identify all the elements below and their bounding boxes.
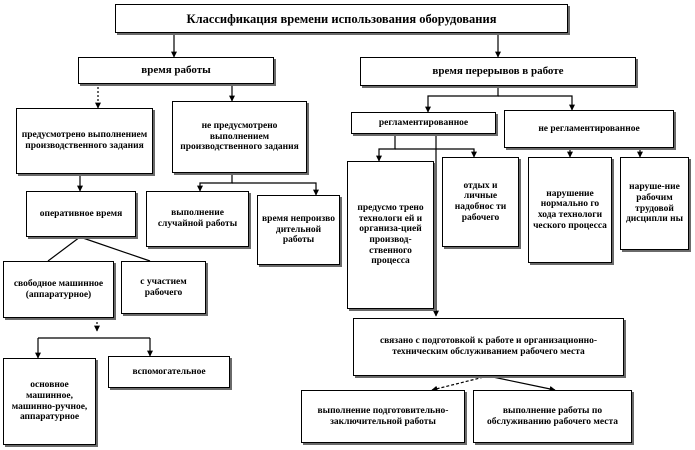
node-work-time-label: время работы xyxy=(141,64,211,77)
connector-operational-free xyxy=(48,237,80,261)
node-operational-time-label: оперативное время xyxy=(39,208,123,219)
node-auxiliary xyxy=(108,356,230,388)
node-tech-disruption xyxy=(528,157,612,263)
node-with-worker xyxy=(121,261,206,314)
diagram-title-text: Классификация времени использования оборудования xyxy=(186,11,497,26)
node-operational-time xyxy=(26,191,136,237)
node-not-planned-by-task-label: не предусмотрено выполнением производственного задания xyxy=(180,121,299,153)
node-auxiliary-label: вспомогательное xyxy=(132,366,206,377)
node-prep-final-work xyxy=(301,390,465,443)
node-rest-needs xyxy=(442,157,519,247)
node-prep-final-work-label: выполнение подготовительно-заключительной работы xyxy=(317,405,449,427)
connector-operational-worker xyxy=(80,237,150,261)
node-not-regulated-label: не регламентированное xyxy=(538,123,640,134)
node-discipline-violation xyxy=(620,157,689,250)
node-planned-by-task-label: предусмотрено выполнением производственного задания xyxy=(21,130,148,151)
node-prep-service-label: связано с подготовкой к работе и организационно-техническим обслуживанием рабочего места xyxy=(379,336,598,357)
node-tech-disruption-label: нарушение нормально го хода технологи ческого процесса xyxy=(533,188,607,231)
node-regulated xyxy=(351,112,496,134)
node-provided-by-tech xyxy=(347,161,434,309)
node-with-worker-label: с участием рабочего xyxy=(140,276,187,298)
node-free-machine xyxy=(3,261,114,318)
node-free-machine-label: свободное машинное (аппаратурное) xyxy=(13,278,104,300)
node-prep-service xyxy=(353,318,624,376)
connector-regulated-split xyxy=(379,134,395,161)
node-random-work-label: выполнение случайной работы xyxy=(157,208,238,229)
connector-regulated-rest xyxy=(395,149,474,157)
node-break-time xyxy=(360,57,636,86)
node-work-time xyxy=(78,57,274,84)
connector-breaktime-notregulated xyxy=(498,96,572,110)
node-break-time-label: время перерывов в работе xyxy=(432,65,564,78)
node-not-regulated xyxy=(504,110,674,148)
node-workplace-service-label: выполнение работы по обслуживанию рабочего места xyxy=(487,405,618,427)
diagram-title xyxy=(115,4,568,33)
node-workplace-service xyxy=(473,390,632,443)
node-unproductive-work-label: время непроизво дительной работы xyxy=(262,214,335,246)
node-main-machine xyxy=(3,358,96,445)
node-unproductive-work xyxy=(257,195,340,265)
node-not-planned-by-task xyxy=(172,101,307,173)
node-provided-by-tech-label: предусмо трено технологи ей и организа-цией производ-ственного процесса xyxy=(357,203,424,267)
connector-prep-final xyxy=(432,376,488,390)
node-main-machine-label: основное машинное, машинно-ручное, аппаратурное xyxy=(11,380,88,423)
node-discipline-violation-label: наруше-ние рабочим трудовой дисципли ны xyxy=(626,182,683,225)
node-planned-by-task xyxy=(16,108,153,174)
connector-prep-service xyxy=(488,376,555,390)
node-random-work xyxy=(146,191,249,247)
node-rest-needs-label: отдых и личные надобнос ти рабочего xyxy=(454,180,507,223)
connector-breaktime-split xyxy=(428,85,498,112)
connector-notplanned-split xyxy=(200,173,232,191)
node-regulated-label: регламентированное xyxy=(378,117,469,128)
